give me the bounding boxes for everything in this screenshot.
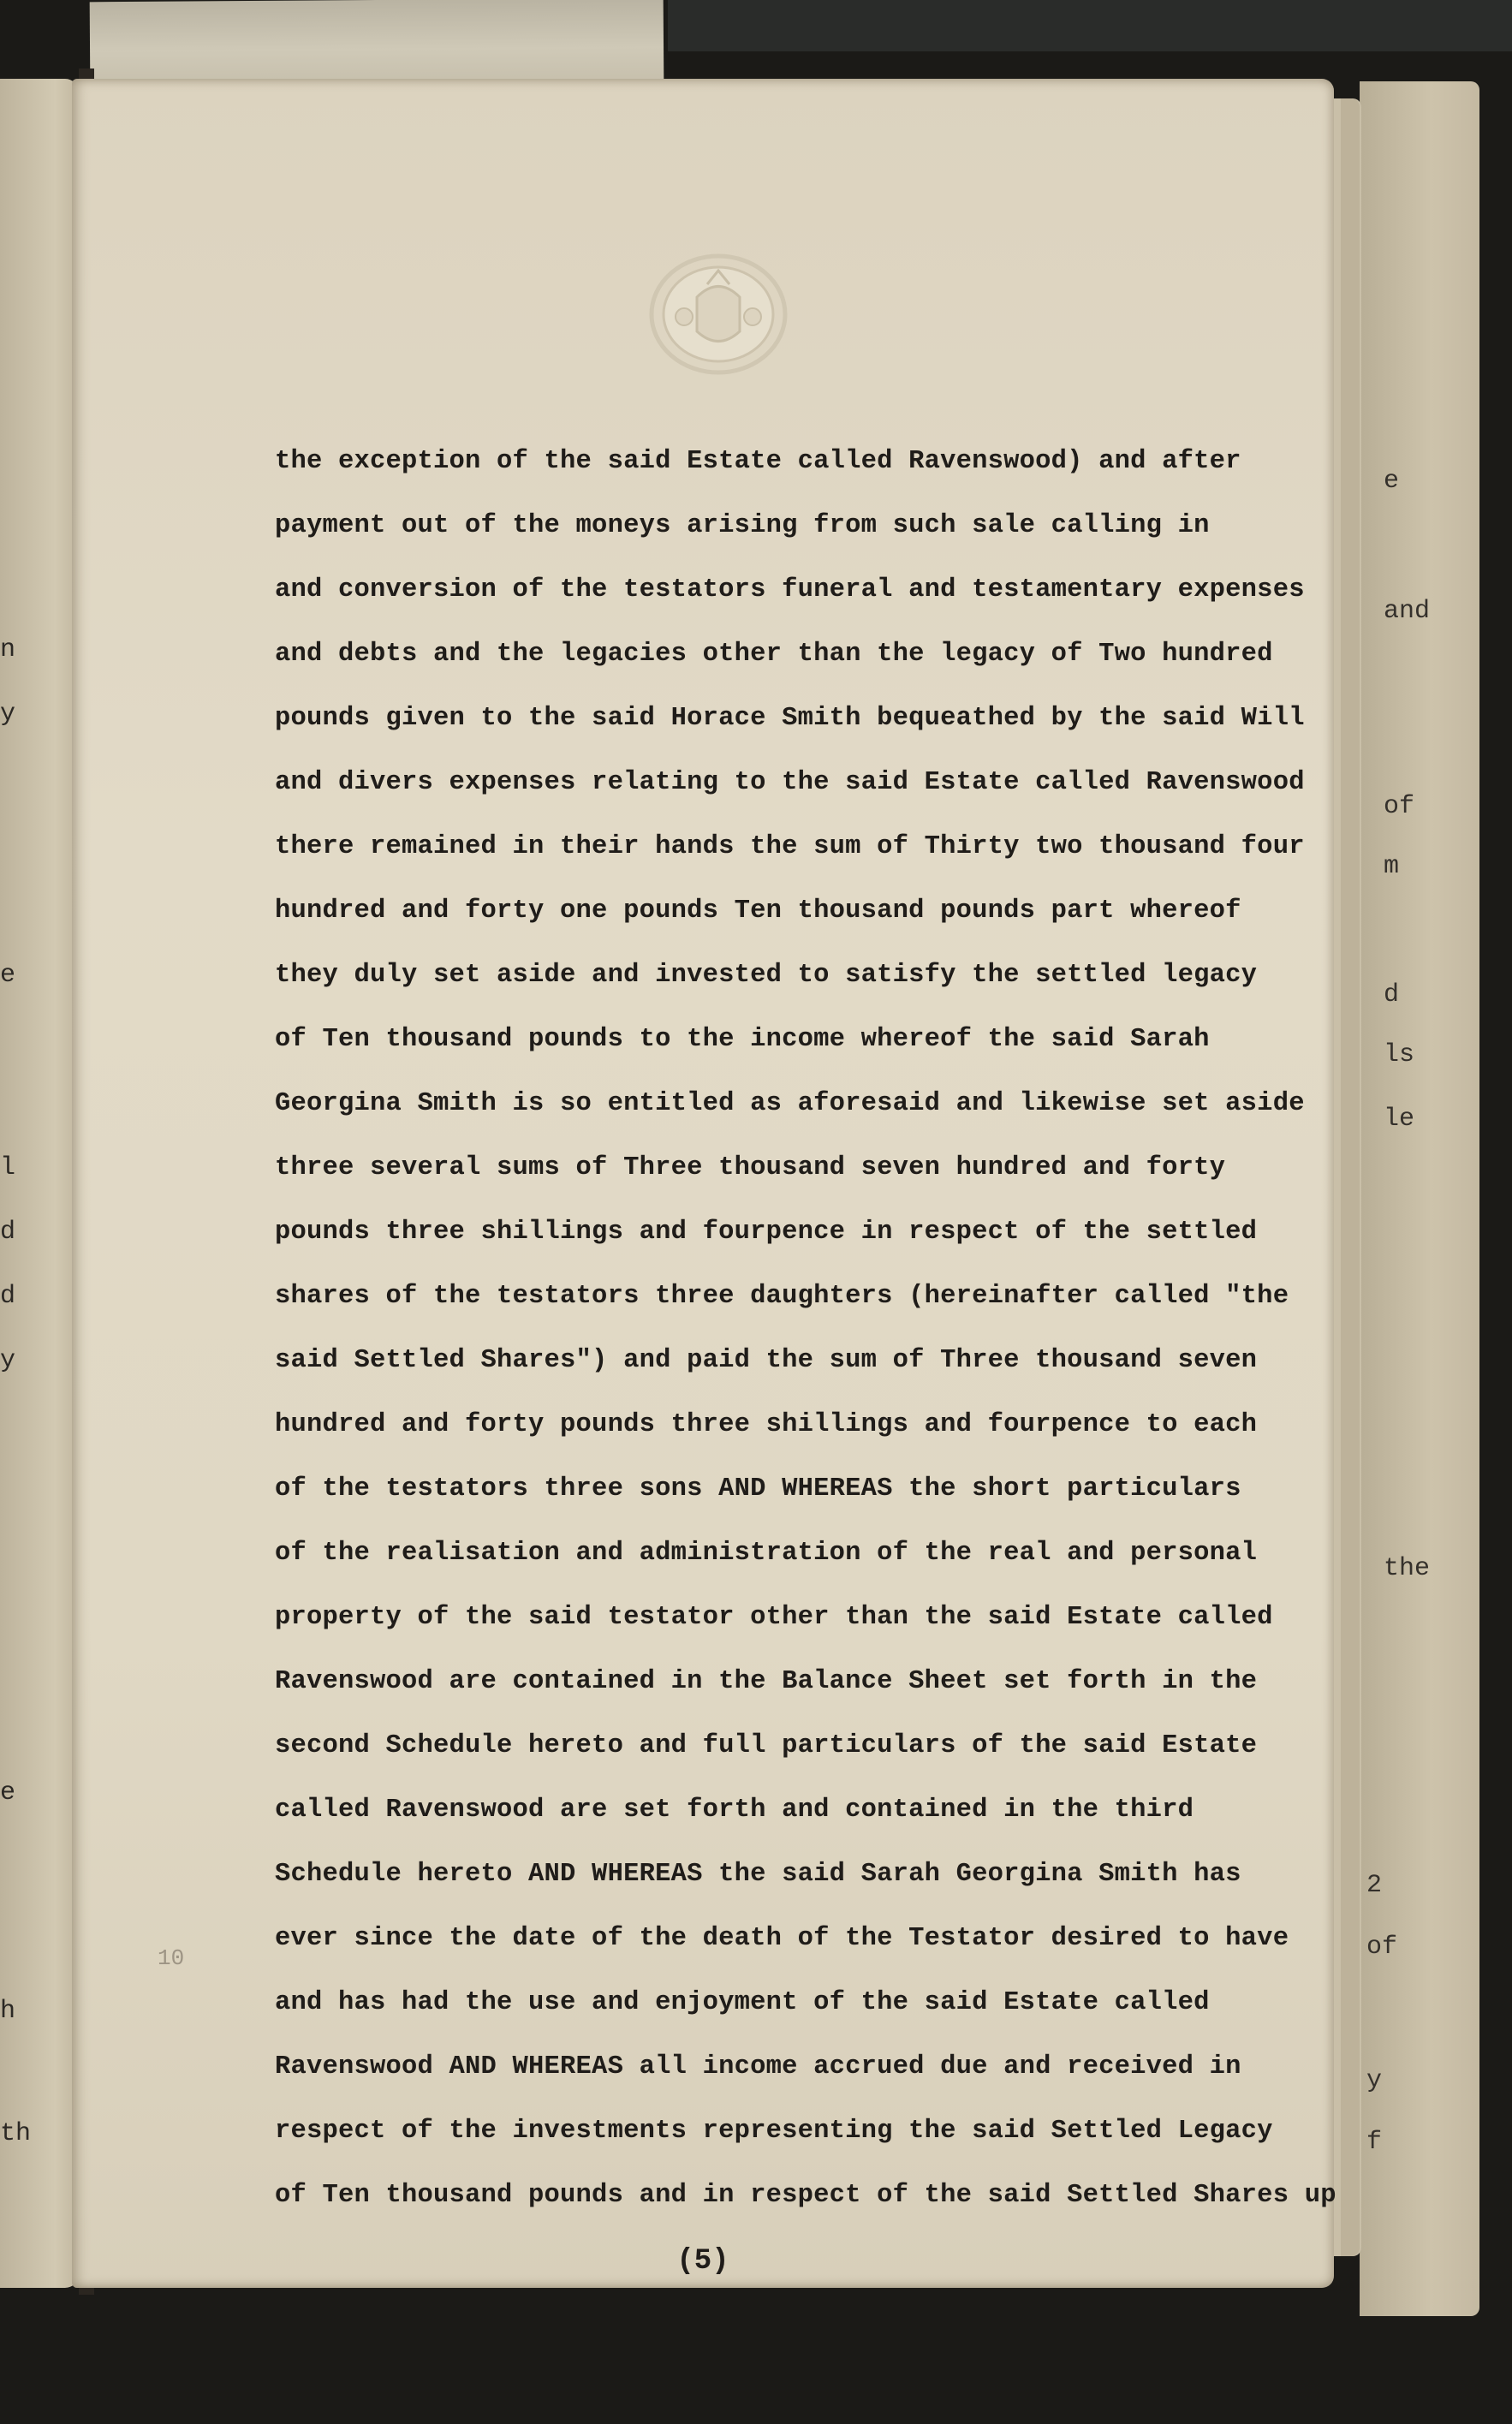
document-line: of the testators three sons AND WHEREAS the short particulars xyxy=(275,1474,1241,1504)
document-line: called Ravenswood are set forth and contained in the third xyxy=(275,1796,1194,1825)
left-page-fragment: n xyxy=(0,635,16,664)
book-cover-edge xyxy=(668,0,1512,51)
document-line: Ravenswood are contained in the Balance Sheet set forth in the xyxy=(275,1667,1258,1696)
document-line: shares of the testators three daughters (hereinafter called "the xyxy=(275,1282,1289,1311)
left-page-fragment: y xyxy=(0,700,16,729)
left-page-fragment: y xyxy=(0,1346,16,1375)
document-line: of the realisation and administration of the real and personal xyxy=(275,1539,1258,1568)
document-line: property of the said testator other than the said Estate called xyxy=(275,1603,1273,1632)
document-line: ever since the date of the death of the Testator desired to have xyxy=(275,1924,1289,1953)
right-page-fragment: of xyxy=(1384,792,1415,821)
right-page-fragment: the xyxy=(1384,1554,1431,1583)
right-page-fragment: e xyxy=(1384,467,1400,496)
right-page-fragment: of xyxy=(1366,1933,1398,1962)
left-page-fragment: d xyxy=(0,1218,16,1247)
document-line: payment out of the moneys arising from such sale calling in xyxy=(275,511,1210,540)
page-number: (5) xyxy=(676,2245,729,2278)
document-line: three several sums of Three thousand seven hundred and forty xyxy=(275,1153,1226,1182)
next-page xyxy=(1360,81,1479,2316)
left-page-fragment: e xyxy=(0,1778,16,1808)
previous-page xyxy=(0,79,79,2288)
document-line: the exception of the said Estate called Ravenswood) and after xyxy=(275,447,1241,476)
document-line: Schedule hereto AND WHEREAS the said Sarah Georgina Smith has xyxy=(275,1860,1241,1889)
right-page-fragment: 2 xyxy=(1366,1871,1383,1900)
right-page-fragment: f xyxy=(1366,2128,1383,2157)
right-page-fragment: m xyxy=(1384,852,1400,881)
left-page-fragment: h xyxy=(0,1997,16,2026)
page-stack-edge xyxy=(1341,98,1360,2256)
document-line: there remained in their hands the sum of Thirty two thousand four xyxy=(275,832,1305,861)
left-page-fragment: d xyxy=(0,1282,16,1311)
right-page-fragment: le xyxy=(1384,1105,1415,1134)
document-line: Georgina Smith is so entitled as aforesaid and likewise set aside xyxy=(275,1089,1305,1118)
document-line: of Ten thousand pounds to the income whereof the said Sarah xyxy=(275,1025,1210,1054)
right-page-fragment: y xyxy=(1366,2066,1383,2095)
top-tab-paper xyxy=(90,0,664,84)
embossed-seal-icon xyxy=(646,250,791,378)
document-line: said Settled Shares") and paid the sum of Three thousand seven xyxy=(275,1346,1258,1375)
document-line: and has had the use and enjoyment of the said Estate called xyxy=(275,1988,1210,2017)
document-line: pounds given to the said Horace Smith bequeathed by the said Will xyxy=(275,704,1305,733)
document-line: Ravenswood AND WHEREAS all income accrued due and received in xyxy=(275,2052,1241,2082)
document-line: hundred and forty pounds three shillings and fourpence to each xyxy=(275,1410,1258,1439)
line-number-margin: 10 xyxy=(158,1945,185,1971)
document-line: they duly set aside and invested to satisfy the settled legacy xyxy=(275,961,1258,990)
document-line: and divers expenses relating to the said Estate called Ravenswood xyxy=(275,768,1305,797)
right-page-fragment: ls xyxy=(1384,1040,1415,1069)
left-page-fragment: th xyxy=(0,2119,32,2148)
document-line: pounds three shillings and fourpence in respect of the settled xyxy=(275,1218,1258,1247)
document-line: respect of the investments representing the said Settled Legacy xyxy=(275,2117,1273,2146)
left-page-fragment: e xyxy=(0,961,16,990)
right-page-fragment: and xyxy=(1384,597,1431,626)
left-page-fragment: l xyxy=(0,1153,16,1182)
document-line: and conversion of the testators funeral and testamentary expenses xyxy=(275,575,1305,605)
document-line: of Ten thousand pounds and in respect of the said Settled Shares up xyxy=(275,2181,1336,2210)
document-line: hundred and forty one pounds Ten thousand pounds part whereof xyxy=(275,896,1241,926)
document-page xyxy=(72,79,1334,2288)
document-line: and debts and the legacies other than the legacy of Two hundred xyxy=(275,640,1273,669)
right-page-fragment: d xyxy=(1384,980,1400,1010)
document-line: second Schedule hereto and full particulars of the said Estate xyxy=(275,1731,1258,1760)
